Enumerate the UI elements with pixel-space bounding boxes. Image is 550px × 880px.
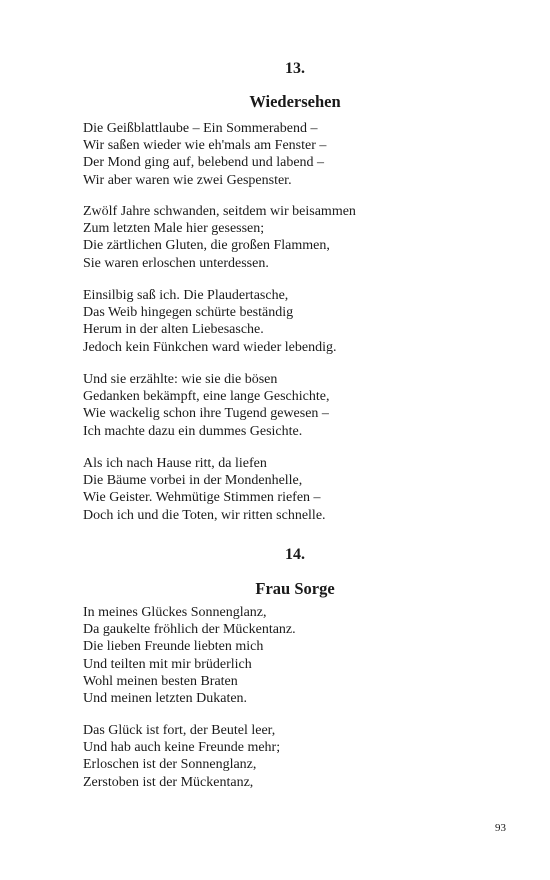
- verse-line: Herum in der alten Liebesasche.: [83, 322, 264, 338]
- verse-line: Die lieben Freunde liebten mich: [83, 639, 264, 655]
- verse-line: In meines Glückes Sonnenglanz,: [83, 605, 267, 620]
- verse-line: Wohl meinen besten Braten: [83, 673, 238, 689]
- poem-number: 14.: [285, 546, 305, 563]
- verse-line: Wie Geister. Wehmütige Stimmen riefen –: [83, 490, 321, 506]
- stanza: [83, 604, 503, 707]
- verse-line: Wir saßen wieder wie eh'mals am Fenster –: [83, 138, 327, 154]
- verse-line: Die zärtlichen Gluten, die großen Flammen,: [83, 238, 330, 254]
- stanza: [83, 371, 503, 440]
- verse-line: Und meinen letzten Dukaten.: [83, 691, 248, 707]
- verse-line: Da gaukelte fröhlich der Mückentanz.: [83, 622, 296, 638]
- verse-line: Der Mond ging auf, belebend und labend –: [83, 155, 325, 171]
- verse-line: Und teilten mit mir brüderlich: [83, 656, 252, 672]
- stanza: [83, 287, 503, 356]
- stanza: [83, 722, 503, 791]
- verse-line: Einsilbig saß ich. Die Plaudertasche,: [83, 288, 289, 303]
- verse-line: Zum letzten Male hier gesessen;: [83, 221, 265, 237]
- verse-line: Das Glück ist fort, der Beutel leer,: [83, 723, 276, 738]
- poem-number: 13.: [285, 60, 305, 77]
- poem-title: Frau Sorge: [255, 579, 335, 598]
- verse-line: Jedoch kein Fünkchen ward wieder lebendig.: [83, 339, 337, 355]
- verse-line: Gedanken bekämpft, eine lange Geschichte,: [83, 389, 330, 405]
- verse-line: Als ich nach Hause ritt, da liefen: [83, 456, 267, 471]
- verse-line: Wie wackelig schon ihre Tugend gewesen –: [83, 406, 329, 422]
- verse-line: Erloschen ist der Sonnenglanz,: [83, 757, 257, 773]
- verse-line: Wir aber waren wie zwei Gespenster.: [83, 172, 292, 188]
- verse-line: Doch ich und die Toten, wir ritten schnelle.: [83, 507, 326, 523]
- verse-line: Zerstoben ist der Mückentanz,: [83, 774, 254, 790]
- verse-line: Das Weib hingegen schürte beständig: [83, 305, 294, 321]
- verse-line: Und sie erzählte: wie sie die bösen: [83, 372, 278, 387]
- stanza: [83, 120, 503, 189]
- verse-line: Und hab auch keine Freunde mehr;: [83, 740, 281, 756]
- poem-title: Wiedersehen: [249, 92, 341, 111]
- stanza: [83, 203, 503, 272]
- page-number: 93: [495, 822, 506, 834]
- verse-line: Die Bäume vorbei in der Mondenhelle,: [83, 473, 303, 489]
- verse-line: Sie waren erloschen unterdessen.: [83, 255, 269, 271]
- verse-line: Zwölf Jahre schwanden, seitdem wir beisammen: [83, 204, 356, 219]
- verse-line: Die Geißblattlaube – Ein Sommerabend –: [83, 121, 318, 136]
- stanza: [83, 455, 503, 524]
- verse-line: Ich machte dazu ein dummes Gesichte.: [83, 423, 303, 439]
